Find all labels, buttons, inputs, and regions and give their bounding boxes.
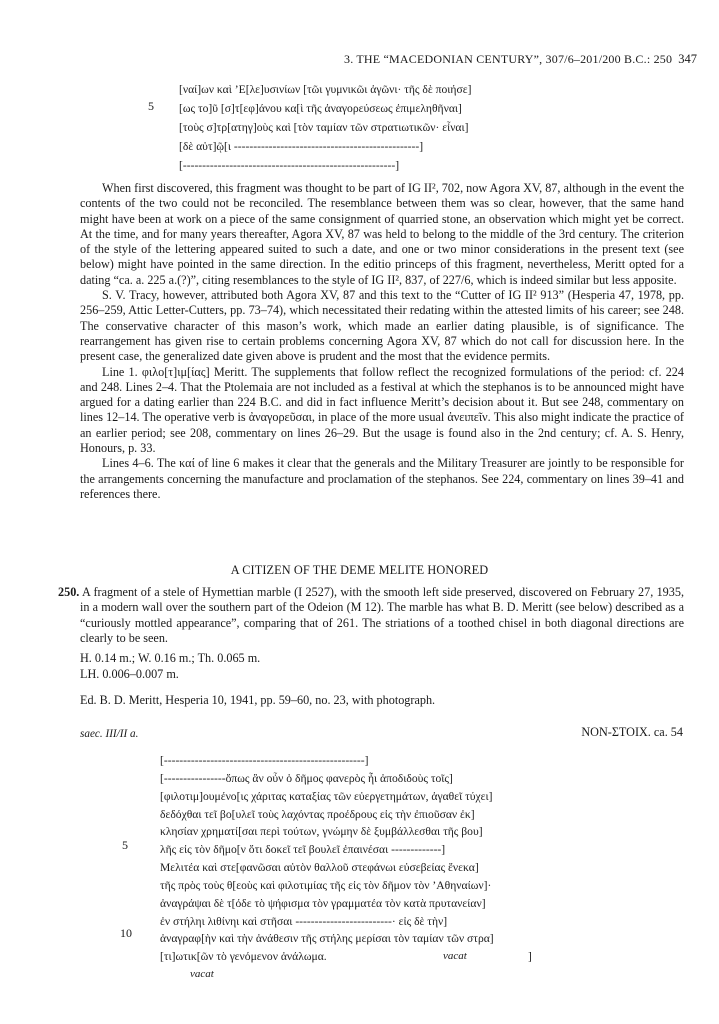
inscription-line: λῆς εἰς τὸν δῆμο[ν ὅτι δοκεῖ τεῖ βουλεῖ ἐπαινέσαι -------------] [160, 843, 446, 856]
inscription-line: [----------------------------------------------------] [160, 754, 369, 767]
inscription-line: [τι]ωτικ[ῶν τὸ γενόμενον ἀνάλωμα. [160, 950, 327, 963]
inscription-line: δεδόχθαι τεῖ βο[υλεῖ τοὺς λαχόντας προέδρους εἰς τὴν ἐπιοῦσαν ἐκ] [160, 808, 475, 821]
vacat-label: vacat [443, 950, 467, 962]
commentary [80, 181, 684, 502]
line-number: 5 [122, 838, 128, 852]
edition-reference: Ed. B. D. Meritt, Hesperia 10, 1941, pp. 59–60, no. 23, with photograph. [80, 693, 436, 707]
running-head: 3. THE “MACEDONIAN CENTURY”, 307/6–201/200 B.C.: 250 [344, 52, 673, 66]
line-number: 10 [120, 926, 132, 940]
commentary-paragraph: S. V. Tracy, however, attributed both Agora XV, 87 and this text to the “Cutter of IG II² 913” (Hesperia 47, 1978, pp. 256–259, Attic Letter-Cutters, pp. 73–74), which necessitated their redating within the attested limits of his career; see 248. The conservative character of this mason’s work, which made an earlier dating plausible, is of significance. The rearrangement has given rise to certain problems concerning Agora XV, 87 which do not call for discussion here. In the present case, the generalized date given above is prudent and the most that the evidence permits. [80, 288, 684, 364]
inscription-line: [φιλοτιμ]ουμένο[ις χάριτας καταξίας τῶν εὐεργετημάτων, ἀγαθεῖ τύχει] [160, 790, 493, 803]
section-title: A CITIZEN OF THE DEME MELITE HONORED [230, 563, 489, 577]
inscription-line: ἐν στήληι λιθίνηι καὶ στῆσαι -------------------------· εἰς δὲ τὴν] [160, 915, 448, 928]
inscription-line: [ως το]ῦ [σ]τ[εφ]άνου κα[ὶ τῆς ἀναγορεύσεως ἐπιμεληθῆναι] [179, 102, 462, 115]
commentary-paragraph: When first discovered, this fragment was thought to be part of IG II², 702, now Agora XV, 87, although in the event the contents of the two could not be reconciled. The resemblance between them was so clear, however, that the same hand might have been at work on a piece of the same consignment of quarried stone, an observation which might yet be correct. At the time, and for many years thereafter, Agora XV, 87 was held to belong to the middle of the 3rd century. The criterion of the style of the lettering appeared suited to such a date, and one or two minor considerations in the present text (see below) might have pointed in the same direction. In the editio princeps of this fragment, nevertheless, Meritt opted for a dating “ca. a. 225 a.(?)”, citing resemblances to the style of IG II², 837, of 227/6, which is indeed similar but less apposite. [80, 181, 684, 287]
stoichedon-label: NON-ΣΤΟΙΧ. ca. 54 [581, 725, 683, 739]
vacat-label: vacat [190, 968, 214, 980]
inscription-line: [----------------ὅπως ἂν οὖν ὁ δῆμος φανερὸς ἦι ἀποδιδοὺς τοῖς] [160, 772, 453, 785]
inscription-line: ἀναγράψαι δὲ τ[όδε τὸ ψήφισμα τὸν γραμματέα τὸν κατὰ πρυτανείαν] [160, 897, 486, 910]
date-label: saec. III/II a. [80, 728, 139, 740]
closing-bracket: ] [528, 950, 532, 963]
inscription-line: ἀναγραφ[ὴν καὶ τὴν ἀνάθεσιν τῆς στήλης μερίσαι τὸν ταμίαν τῶν στρα] [160, 932, 494, 945]
inscription-line: [δὲ αὐτ]ῷ[ι ------------------------------------------------] [179, 140, 424, 153]
entry-description-text: A fragment of a stele of Hymettian marble (I 2527), with the smooth left side preserved, discovered on February 27, 1935, in a modern wall over the southern part of the Odeion (M 12). The marble has what B. D. Meritt (see below) described as a “curiously mottled appearance”, comparing that of 261. The striations of a toothed chisel in both diagonal directions are clearly to be seen. [80, 585, 685, 645]
inscription-line: τῆς πρὸς τοὺς θ[εοὺς καὶ φιλοτιμίας τῆς εἰς τὸν δῆμον τὸν ’Αθηναίων]· [160, 879, 492, 892]
dimensions: H. 0.14 m.; W. 0.16 m.; Th. 0.065 m. [80, 651, 261, 665]
commentary-paragraph: Line 1. φιλο[τ]ιμ[ίας] Meritt. The supplements that follow reflect the recognized formulations of the period: cf. 224 and 248. Lines 2–4. That the Ptolemaia are not included as a festival at which the stephanos is to be announced might have argued for a dating earlier than 224 B.C. and did in fact influence Meritt’s decision about it. But see 248, commentary on lines 12–14. The operative verb is ἀναγορεῦσαι, in place of the more usual ἀνειπεῖν. This also might indicate the practice of an earlier period; see 208, commentary on lines 26–29. But the usage is found also in the 2nd century; cf. A. S. Henry, Honours, p. 33. [80, 364, 684, 456]
inscription-line: [τοὺς σ]τρ[ατηγ]οὺς καὶ [τὸν ταμίαν τῶν στρατιωτικῶν· εἶναι] [179, 121, 469, 134]
entry-number: 250. [58, 585, 80, 599]
inscription-line: [-------------------------------------------------------] [179, 159, 400, 172]
inscription-line: [ναί]ων καὶ ’Ε[λε]υσινίων [τῶι γυμνικῶι ἀγῶνι· τῆς δὲ ποιήσε] [179, 83, 472, 96]
entry-description [58, 585, 685, 646]
inscription-line: κλησίαν χρηματί[σαι περὶ τούτων, γνώμην δὲ ξυμβάλλεσθαι τῆς βου] [160, 825, 483, 838]
commentary-paragraph: Lines 4–6. The καί of line 6 makes it clear that the generals and the Military Treasurer are jointly to be responsible for the arrangements concerning the manufacture and proclamation of the stephanos. See 224, commentary on lines 39–41 and references there. [80, 456, 684, 501]
line-number: 5 [148, 99, 154, 113]
inscription-line: Μελιτέα καὶ στε[φανῶσαι αὐτὸν θαλλοῦ στεφάνωι εὐσεβείας ἕνεκα] [160, 861, 479, 874]
page-number: 347 [678, 52, 697, 66]
entry-paragraph [58, 585, 685, 646]
letter-height: LH. 0.006–0.007 m. [80, 667, 179, 681]
